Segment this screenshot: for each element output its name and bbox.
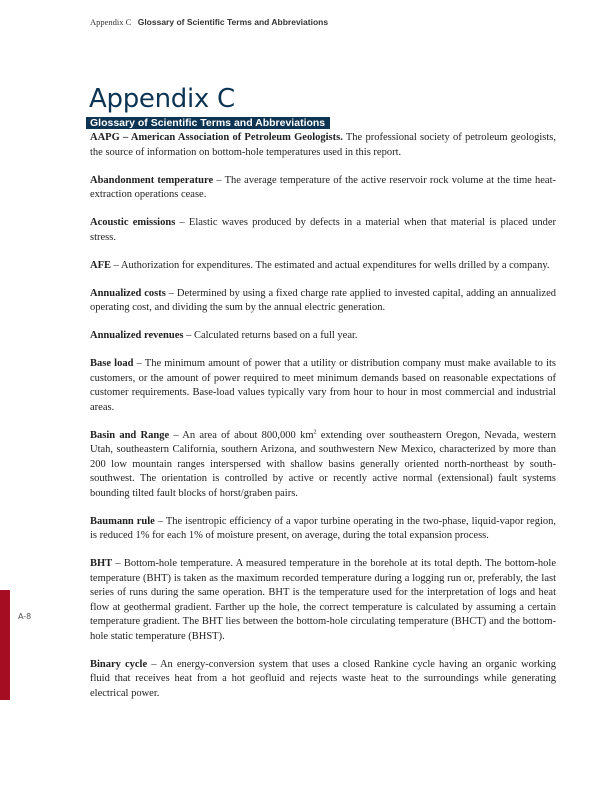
glossary-entry	[90, 357, 556, 415]
glossary-term: AAPG – American Association of Petroleum Geologists.	[90, 132, 343, 143]
glossary-term: Annualized costs	[90, 287, 166, 299]
glossary-definition: The professional society of petroleum geologists, the source of information on bottom-hole temperatures used in this report.	[90, 132, 556, 158]
glossary-term: Binary cycle	[90, 658, 148, 670]
glossary-entry	[90, 658, 556, 702]
running-header-title: Glossary of Scientific Terms and Abbreviations	[137, 17, 329, 27]
glossary-entry	[90, 515, 556, 544]
glossary-term: Acoustic emissions	[90, 217, 176, 228]
page-number: A-8	[18, 612, 32, 621]
page-title: Appendix C	[89, 84, 235, 114]
glossary-entry	[90, 259, 556, 274]
glossary-definition-continued: extending over southeastern Oregon, Nevada, western Utah, southeastern California, southern Arizona, and southwestern New Mexico, characterized by more than 200 low mountain ranges interspersed with shallow basins generally oriented north-northeast by south-southwest. The orientation is controlled by active or recently active normal (extensional) fault systems bounding tilted fault blocks of horst/graben pairs.	[90, 429, 556, 499]
superscript: 2	[313, 429, 317, 435]
running-header-appendix: Appendix C	[90, 17, 132, 27]
glossary-definition: – An area of about 800,000 km	[169, 429, 314, 441]
glossary-list	[90, 131, 556, 715]
running-header	[90, 17, 328, 27]
glossary-entry	[90, 174, 556, 203]
glossary-term: Annualized revenues	[90, 330, 184, 341]
page-edge-tab	[0, 590, 10, 700]
glossary-definition: – Calculated returns based on a full year.	[183, 330, 358, 341]
glossary-definition: – The isentropic efficiency of a vapor turbine operating in the two-phase, liquid-vapor region, is reduced 1% for each 1% of moisture present, on average, during the total expansion process.	[90, 515, 557, 541]
glossary-definition: – Authorization for expenditures. The estimated and actual expenditures for wells drilled by a company.	[111, 259, 550, 271]
glossary-definition: – The average temperature of the active reservoir rock volume at the time heat-extraction operations cease.	[90, 174, 556, 200]
glossary-term: BHT	[90, 558, 113, 569]
section-subtitle: Glossary of Scientific Terms and Abbreviations	[86, 117, 330, 129]
glossary-entry	[90, 429, 556, 502]
glossary-entry	[90, 287, 556, 316]
glossary-term: Base load	[90, 358, 134, 369]
glossary-definition: – Bottom-hole temperature. A measured temperature in the borehole at its total depth. The bottom-hole temperature (BHT) is taken as the maximum recorded temperature during a logging run or, preferably, the last series of runs during the same operation. BHT is the temperature used for the interpretation of logs and heat flow at geothermal gradient. Farther up the hole, the correct temperature is calculated by assuming a certain temperature gradient. The BHT lies between the bottom-hole circulating temperature (BHCT) and the bottom-hole static temperature (BHST).	[90, 558, 556, 642]
glossary-definition: – Elastic waves produced by defects in a material when that material is placed under stress.	[90, 217, 556, 243]
glossary-entry	[90, 329, 556, 344]
glossary-entry	[90, 557, 556, 644]
glossary-term: Abandonment temperature	[90, 174, 214, 186]
glossary-entry	[90, 131, 556, 160]
glossary-definition: – The minimum amount of power that a utility or distribution company must make available to its customers, or the amount of power required to meet minimum demands based on reasonable expectations of customer requirements. Base-load values typically vary from hour to hour in most commercial and industrial areas.	[90, 358, 556, 413]
glossary-entry	[90, 216, 556, 245]
glossary-term: AFE	[90, 259, 111, 271]
glossary-definition: – An energy-conversion system that uses a closed Rankine cycle having an organic working fluid that receives heat from a hot geofluid and rejects waste heat to the surroundings while generating electrical power.	[90, 658, 556, 699]
glossary-definition: – Determined by using a fixed charge rate applied to invested capital, adding an annualized operating cost, and dividing the sum by the annual electric generation.	[90, 287, 556, 313]
glossary-term: Basin and Range	[90, 429, 170, 441]
glossary-term: Baumann rule	[90, 515, 155, 527]
